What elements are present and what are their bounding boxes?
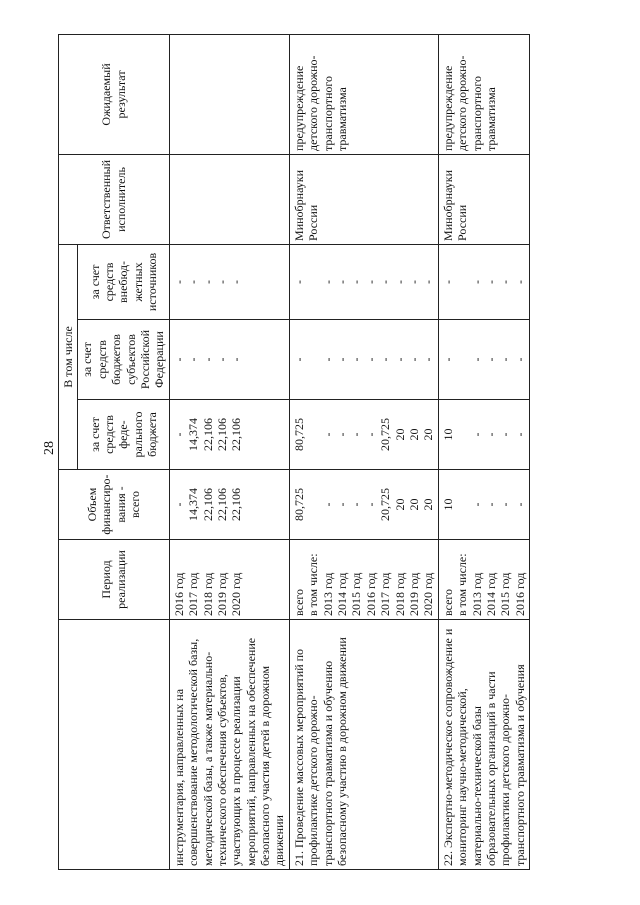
volume-cell-value: 22,106 xyxy=(214,488,229,521)
federal-cell-value: 22,106 xyxy=(229,418,244,451)
period-cell-value: в том числе: xyxy=(455,553,470,616)
period-cell-value: 2015 год xyxy=(349,572,364,616)
period-cell xyxy=(438,540,529,620)
period-cell-value: 2019 год xyxy=(406,572,421,616)
period-cell-value: 2014 год xyxy=(483,572,498,616)
result-cell xyxy=(169,34,289,154)
federal-cell-value: - xyxy=(320,432,335,437)
period-cell-value: 2013 год xyxy=(320,572,335,616)
volume-cell-value: 20,725 xyxy=(378,488,393,521)
period-cell-value: 2014 год xyxy=(335,572,350,616)
volume-cell-value: 10 xyxy=(440,498,455,511)
federal-cell-value: 14,374 xyxy=(186,418,201,451)
volume-cell-value: 20 xyxy=(421,498,436,511)
subjects-cell-value: - xyxy=(378,357,393,362)
subjects-cell-value: - xyxy=(406,357,421,362)
external-cell-value: - xyxy=(349,279,364,284)
period-cell-value: 2017 год xyxy=(186,572,201,616)
federal-cell-value: 20 xyxy=(421,428,436,441)
volume-cell-value: - xyxy=(363,502,378,507)
federal-cell-value: 20 xyxy=(406,428,421,441)
period-cell-value: 2020 год xyxy=(421,572,436,616)
external-cell-value xyxy=(455,248,469,316)
external-cell-value: - xyxy=(335,279,350,284)
external-cell-value: - xyxy=(186,279,201,284)
federal-cell-value: - xyxy=(512,432,527,437)
header-period: Период реализации xyxy=(59,540,170,620)
period-cell-value: всего xyxy=(440,588,455,616)
volume-cell-value: 22,106 xyxy=(200,488,215,521)
period-cell xyxy=(169,540,289,620)
rotated-table-stage xyxy=(58,35,568,870)
subjects-cell-value: - xyxy=(214,357,229,362)
external-cell-value: - xyxy=(229,279,244,284)
header-responsible: Ответственный исполнитель xyxy=(59,154,170,244)
responsible-cell: Минобрнауки России xyxy=(438,154,529,244)
volume-cell-value: - xyxy=(498,502,513,507)
table-row xyxy=(169,34,289,869)
period-cell-value: 2017 год xyxy=(378,572,393,616)
period-cell-value: всего xyxy=(291,588,306,616)
volume-cell-value: 20 xyxy=(406,498,421,511)
subjects-cell-value: - xyxy=(469,357,484,362)
external-cell-value: - xyxy=(320,279,335,284)
external-cell xyxy=(169,244,289,319)
subjects-cell-value: - xyxy=(335,357,350,362)
volume-cell-value xyxy=(455,473,469,536)
external-cell-value: - xyxy=(498,279,513,284)
volume-cell-value: - xyxy=(335,502,350,507)
federal-cell-value: 22,106 xyxy=(200,418,215,451)
subjects-cell-value: - xyxy=(320,357,335,362)
federal-cell-value: - xyxy=(469,432,484,437)
program-table xyxy=(58,34,530,870)
volume-cell xyxy=(289,470,438,540)
external-cell-value: - xyxy=(363,279,378,284)
period-cell xyxy=(289,540,438,620)
external-cell-value: - xyxy=(406,279,421,284)
result-cell: предупреждение детского дорожно-транспортного травматизма xyxy=(289,34,438,154)
federal-cell xyxy=(169,400,289,470)
federal-cell-value: - xyxy=(335,432,350,437)
external-cell-value xyxy=(306,248,320,316)
volume-cell-value: - xyxy=(349,502,364,507)
volume-cell-value: 20 xyxy=(392,498,407,511)
subjects-cell-value: - xyxy=(200,357,215,362)
subjects-cell-value: - xyxy=(440,357,455,362)
federal-cell-value: - xyxy=(498,432,513,437)
federal-cell-value: 20,725 xyxy=(378,418,393,451)
activity-name: 22. Экспертно-методическое сопровождение и мониторинг научно-методической, материально-технической базы образовательных организаций в части профилактики детского дорожно-транспортного травматизма и обучения xyxy=(438,620,529,870)
period-cell-value: 2013 год xyxy=(469,572,484,616)
federal-cell-value: - xyxy=(349,432,364,437)
federal-cell xyxy=(289,400,438,470)
subjects-cell-value: - xyxy=(483,357,498,362)
federal-cell-value: 20 xyxy=(392,428,407,441)
external-cell-value: - xyxy=(512,279,527,284)
subjects-cell xyxy=(289,320,438,400)
header-in-total: В том числе xyxy=(59,244,78,469)
volume-cell-value: 80,725 xyxy=(291,488,306,521)
period-cell-value: 2018 год xyxy=(392,572,407,616)
period-cell-value: 2016 год xyxy=(171,572,186,616)
subjects-cell-value: - xyxy=(349,357,364,362)
period-cell-value: 2016 год xyxy=(363,572,378,616)
subjects-cell-value: - xyxy=(498,357,513,362)
subjects-cell xyxy=(438,320,529,400)
file-id xyxy=(0,835,1,887)
subjects-cell-value xyxy=(306,323,320,396)
responsible-cell xyxy=(169,154,289,244)
period-cell-value: 2016 год xyxy=(512,572,527,616)
subjects-cell-value: - xyxy=(186,357,201,362)
subjects-cell-value: - xyxy=(171,357,186,362)
period-cell-value: 2015 год xyxy=(498,572,513,616)
federal-cell-value xyxy=(455,403,469,466)
header-federal: за счет средств феде-рального бюджета xyxy=(78,400,169,470)
subjects-cell-value: - xyxy=(392,357,407,362)
subjects-cell xyxy=(169,320,289,400)
activity-name: инструментария, направленных на совершенствование методологической базы, методической базы, а также материально-технического обеспечения субъектов, участвующих в процессе реализации мероприятий, направленных на обеспечение безопасного участия детей в дорожном движении xyxy=(169,620,289,870)
period-cell-value: 2019 год xyxy=(214,572,229,616)
page-number: 28 xyxy=(42,441,57,455)
external-cell-value: - xyxy=(378,279,393,284)
external-cell-value: - xyxy=(214,279,229,284)
subjects-cell-value: - xyxy=(363,357,378,362)
header-external: за счет средств внебюд-жетных источников xyxy=(78,244,169,319)
subjects-cell-value: - xyxy=(229,357,244,362)
federal-cell-value: 22,106 xyxy=(214,418,229,451)
subjects-cell-value: - xyxy=(512,357,527,362)
federal-cell-value: - xyxy=(363,432,378,437)
external-cell-value: - xyxy=(469,279,484,284)
federal-cell-value: - xyxy=(171,432,186,437)
federal-cell-value: - xyxy=(483,432,498,437)
external-cell xyxy=(438,244,529,319)
volume-cell-value: 22,106 xyxy=(229,488,244,521)
federal-cell-value: 10 xyxy=(440,428,455,441)
header-row-1 xyxy=(59,34,78,869)
volume-cell xyxy=(438,470,529,540)
external-cell-value: - xyxy=(483,279,498,284)
volume-cell-value: 14,374 xyxy=(186,488,201,521)
activity-name: 21. Проведение массовых мероприятий по профилактике детского дорожно-транспортного травматизма и обучению безопасному участию в дорожном движении xyxy=(289,620,438,870)
volume-cell-value: - xyxy=(483,502,498,507)
federal-cell xyxy=(438,400,529,470)
external-cell xyxy=(289,244,438,319)
subjects-cell-value: - xyxy=(421,357,436,362)
header-volume: Объем финансиро-вания - всего xyxy=(59,470,170,540)
volume-cell-value xyxy=(306,473,320,536)
table-row xyxy=(438,34,529,869)
external-cell-value: - xyxy=(421,279,436,284)
table-body xyxy=(169,34,529,869)
responsible-cell: Минобрнауки России xyxy=(289,154,438,244)
subjects-cell-value xyxy=(455,323,469,396)
header-result: Ожидаемый результат xyxy=(59,34,170,154)
external-cell-value: - xyxy=(200,279,215,284)
volume-cell-value: - xyxy=(171,502,186,507)
header-col1 xyxy=(59,620,170,870)
subjects-cell-value: - xyxy=(291,357,306,362)
volume-cell xyxy=(169,470,289,540)
external-cell-value: - xyxy=(440,279,455,284)
federal-cell-value: 80,725 xyxy=(291,418,306,451)
result-cell: предупреждение детского дорожно-транспортного травматизма xyxy=(438,34,529,154)
volume-cell-value: - xyxy=(469,502,484,507)
period-cell-value: 2018 год xyxy=(200,572,215,616)
volume-cell-value: - xyxy=(512,502,527,507)
period-cell-value: в том числе: xyxy=(306,553,321,616)
period-cell-value: 2020 год xyxy=(229,572,244,616)
table-row xyxy=(289,34,438,869)
external-cell-value: - xyxy=(171,279,186,284)
external-cell-value: - xyxy=(291,279,306,284)
external-cell-value: - xyxy=(392,279,407,284)
federal-cell-value xyxy=(306,403,320,466)
volume-cell-value: - xyxy=(320,502,335,507)
header-subjects: за счет средств бюджетов субъектов Российской Федерации xyxy=(78,320,169,400)
